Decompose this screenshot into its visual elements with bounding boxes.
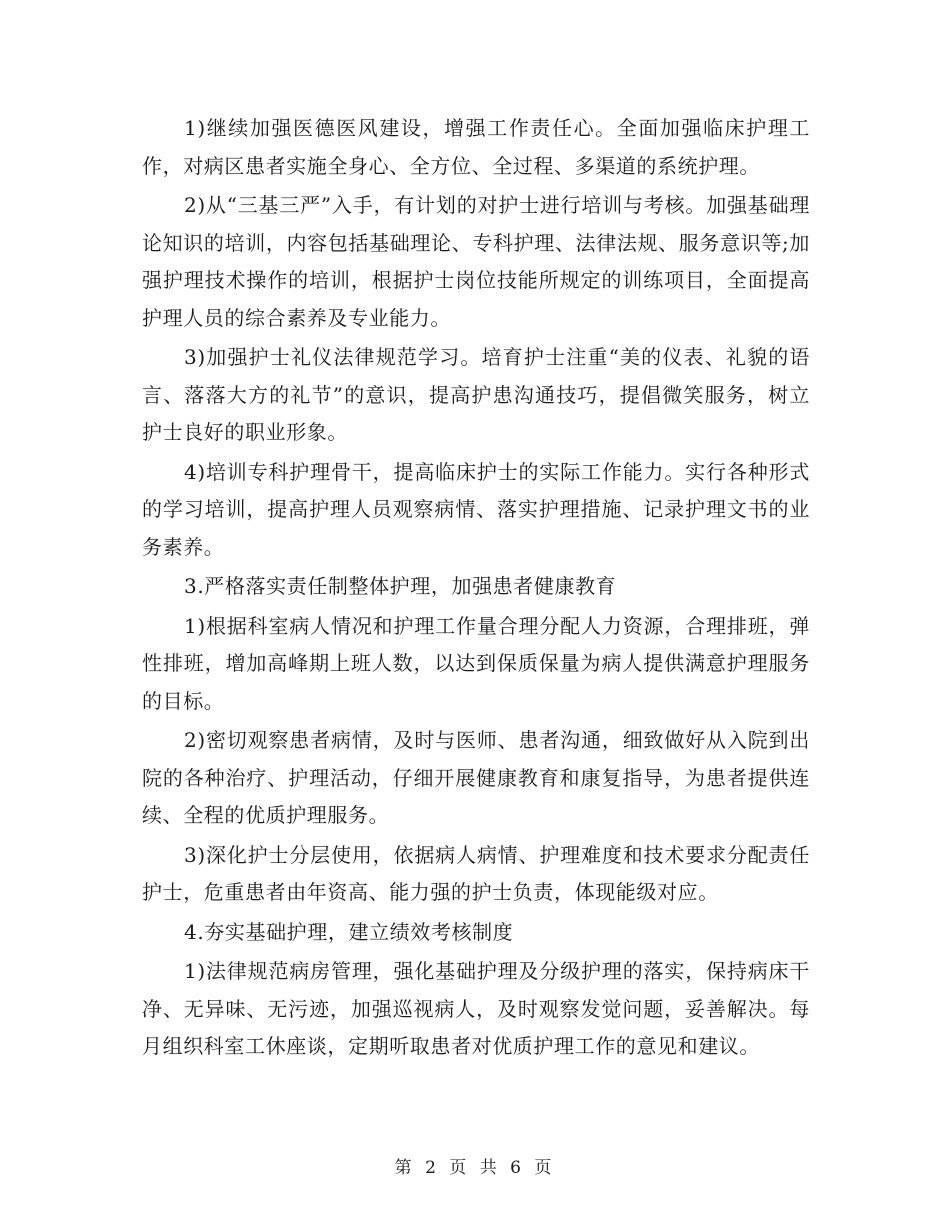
section-heading-3: 3.严格落实责任制整体护理，加强患者健康教育 bbox=[184, 574, 617, 598]
paragraph-10: 1)法律规范病房管理，强化基础护理及分级护理的落实，保持病床干净、无异味、无污迹，加强巡视病人，及时观察发觉问题，妥善解决。每月组织科室工休座谈，定期听取患者对优质护理工作的意见和建议。 bbox=[142, 959, 810, 1058]
paragraph-2: 2)从“三基三严”入手，有计划的对护士进行培训与考核。加强基础理论知识的培训，内容包括基础理论、专科护理、法律法规、服务意识等;加强护理技术操作的培训，根据护士岗位技能所规定的训练项目，全面提高护理人员的综合素养及专业能力。 bbox=[142, 193, 810, 330]
paragraph-8: 3)深化护士分层使用，依据病人病情、护理难度和技术要求分配责任护士，危重患者由年资高、能力强的护士负责，体现能级对应。 bbox=[142, 842, 810, 904]
paragraph-3: 3)加强护士礼仪法律规范学习。培育护士注重“美的仪表、礼貌的语言、落落大方的礼节”的意识，提高护患沟通技巧，提倡微笑服务，树立护士良好的职业形象。 bbox=[142, 345, 810, 444]
document-body bbox=[142, 110, 810, 1068]
paragraph-1: 1)继续加强医德医风建设，增强工作责任心。全面加强临床护理工作，对病区患者实施全身心、全方位、全过程、多渠道的系统护理。 bbox=[142, 116, 810, 178]
paragraph-6: 1)根据科室病人情况和护理工作量合理分配人力资源，合理排班，弹性排班，增加高峰期上班人数，以达到保质保量为病人提供满意护理服务的目标。 bbox=[142, 613, 810, 713]
paragraph-4: 4)培训专科护理骨干，提高临床护士的实际工作能力。实行各种形式的学习培训，提高护理人员观察病情、落实护理措施、记录护理文书的业务素养。 bbox=[142, 459, 810, 559]
paragraph-7: 2)密切观察患者病情，及时与医师、患者沟通，细致做好从入院到出院的各种治疗、护理活动，仔细开展健康教育和康复指导，为患者提供连续、全程的优质护理服务。 bbox=[142, 728, 810, 827]
section-heading-4: 4.夯实基础护理，建立绩效考核制度 bbox=[184, 919, 514, 944]
page-number-footer: 第 2 页 共 6 页 bbox=[394, 1158, 556, 1178]
